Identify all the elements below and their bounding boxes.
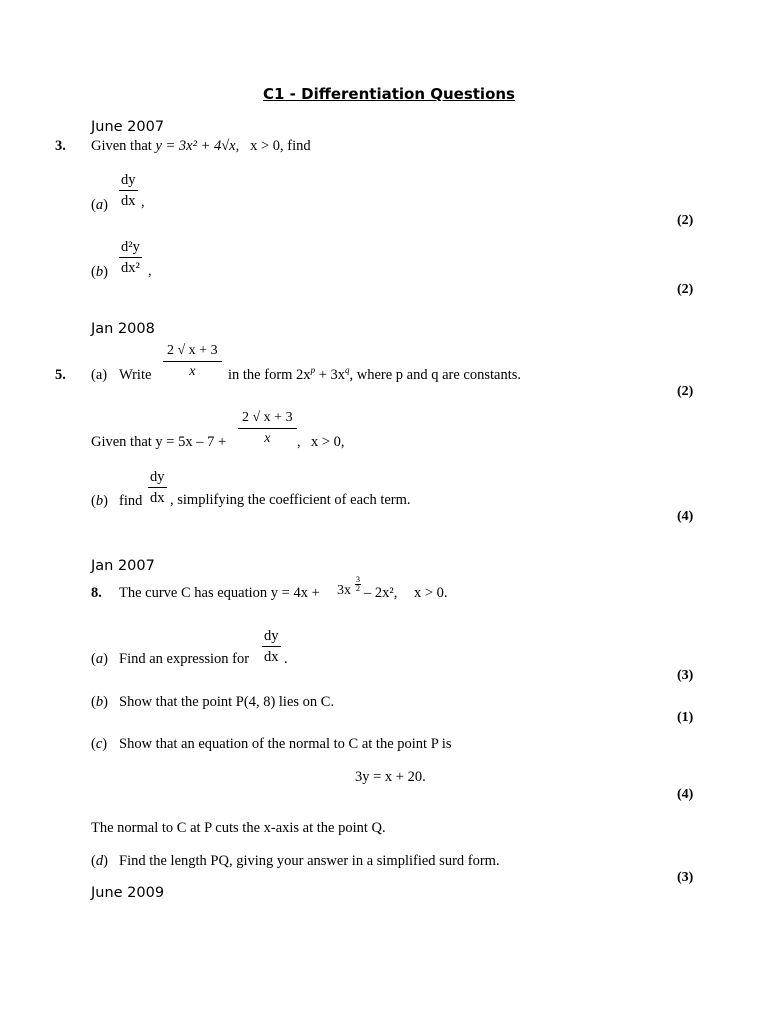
q8-normal-text: The normal to C at P cuts the x-axis at the point Q. — [91, 820, 386, 836]
q8b-mark: (1) — [677, 710, 694, 725]
q5b-mark: (4) — [677, 509, 694, 524]
q5a-frac-den: x — [189, 364, 196, 379]
q5b-num: dy — [148, 470, 167, 488]
q8a-derivative — [262, 629, 281, 664]
q5a-fraction — [163, 344, 222, 379]
q8d-mark: (3) — [677, 870, 694, 885]
q3b-num: d²y — [119, 240, 142, 258]
q3b-den: dx² — [121, 259, 140, 276]
q5b-find: find — [119, 493, 143, 509]
q3b-comma: , — [148, 263, 152, 279]
q5b-derivative — [148, 470, 167, 505]
q5a-label: (a) — [91, 367, 108, 383]
q5-given-pre: Given that y = 5x – 7 + — [91, 434, 227, 450]
q8-intro-pre: The curve C has equation y = 4x + — [119, 585, 320, 601]
q3-number: 3. — [55, 138, 66, 154]
q3b-derivative — [119, 240, 142, 275]
q3b-mark: (2) — [677, 282, 694, 297]
q8-session: Jan 2007 — [91, 558, 155, 574]
q5b-rest: , simplifying the coefficient of each term. — [170, 492, 411, 508]
q8d-label: (d) — [91, 853, 108, 869]
q3a-derivative — [119, 173, 138, 208]
q5a-form: in the form $2x^p + 3x^q$, where p and q are constants. — [228, 365, 522, 383]
q3a-num: dy — [119, 173, 138, 191]
q3a-mark: (2) — [677, 213, 694, 228]
q3-session: June 2007 — [91, 119, 165, 135]
q5b-label: (b) — [91, 493, 108, 509]
q3a-label: (a) — [91, 197, 108, 213]
q8-exp-den: 2 — [356, 584, 360, 593]
q8a-text: Find an expression for — [119, 651, 250, 667]
q8c-equation: 3y = x + 20. — [355, 769, 426, 785]
q3b-label: (b) — [91, 264, 108, 280]
q8-number: 8. — [91, 585, 102, 601]
q8c-label: (c) — [91, 736, 108, 752]
q3-intro — [91, 138, 311, 155]
q5-given-den: x — [264, 431, 271, 446]
q8c-text: Show that an equation of the normal to C at the point P is — [119, 736, 452, 752]
q8-exp-num: 3 — [356, 575, 360, 584]
q8d-text: Find the length PQ, giving your answer in a simplified surd form. — [119, 853, 500, 869]
q3a-comma: , — [141, 194, 145, 210]
next-session: June 2009 — [91, 885, 165, 901]
q5a-write: Write — [119, 367, 152, 383]
q3a-den: dx — [121, 192, 136, 209]
q8a-num: dy — [262, 629, 281, 647]
q8a-label: (a) — [91, 651, 108, 667]
q8a-period: . — [284, 651, 288, 667]
q5-given-comma: , — [297, 434, 301, 450]
q8-intro-cond: x > 0. — [414, 585, 448, 601]
q3-intro-cond: x > 0, find — [250, 138, 311, 154]
q8b-label: (b) — [91, 694, 108, 710]
q5a-frac-num: 2 √ x + 3 — [163, 344, 222, 362]
q3-intro-eq: y = 3x² + 4√x, — [155, 138, 240, 154]
q5-session: Jan 2008 — [91, 321, 155, 337]
q5a-mark: (2) — [677, 384, 694, 399]
q8b-text: Show that the point P(4, 8) lies on C. — [119, 694, 335, 710]
q8-intro-coef: 3x — [337, 583, 351, 598]
q5b-den: dx — [150, 489, 165, 506]
q8-intro-post: – 2x², — [364, 585, 398, 601]
q5-number: 5. — [55, 367, 66, 383]
q5-given-num: 2 √ x + 3 — [238, 411, 297, 429]
q8c-mark: (4) — [677, 787, 694, 802]
q5-given-cond: x > 0, — [311, 434, 345, 450]
q5-given-fraction — [238, 411, 297, 446]
q8-exponent — [355, 576, 361, 593]
q3-intro-pre: Given that — [91, 138, 156, 154]
q8a-mark: (3) — [677, 668, 694, 683]
page-title: C1 - Differentiation Questions — [263, 85, 515, 103]
q8a-den: dx — [264, 648, 279, 665]
